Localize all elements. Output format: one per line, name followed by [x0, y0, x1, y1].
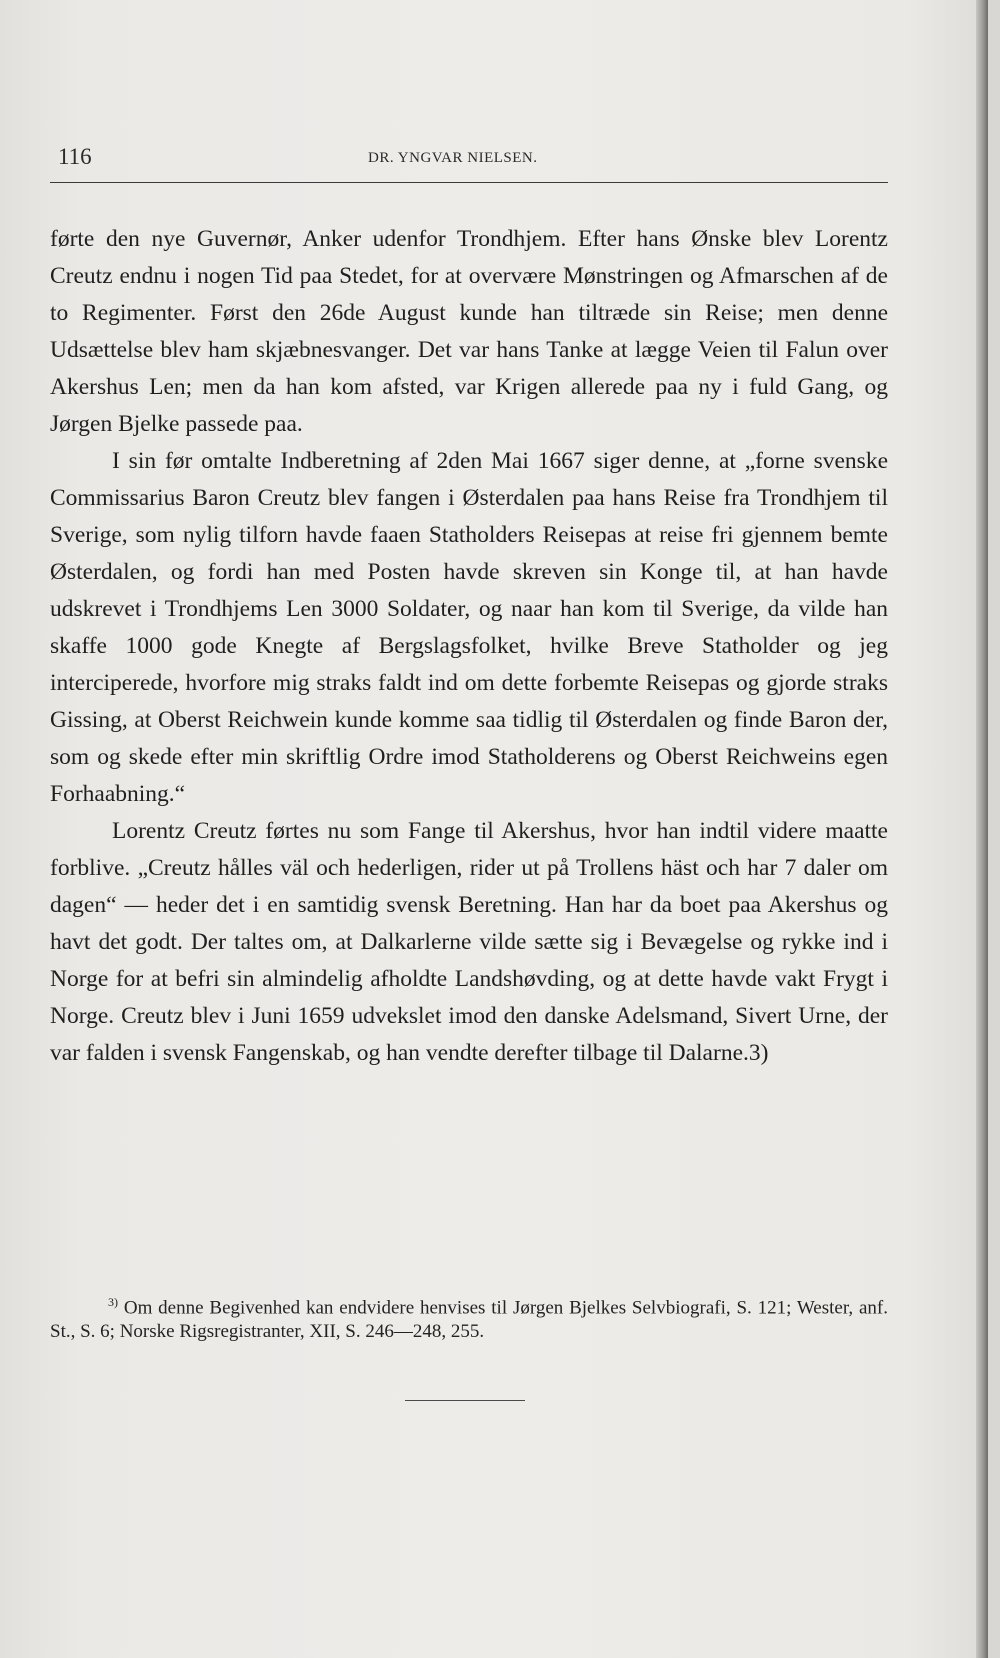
paragraph: førte den nye Guvernør, Anker udenfor Trondhjem. Efter hans Ønske blev Lorentz Creutz endnu i nogen Tid paa Stedet, for at overvære Mønstringen og Afmarschen af de to Regimenter. Først den 26de August kunde han tiltræde sin Reise; men denne Udsættelse blev ham skjæbnesvanger. Det var hans Tanke at lægge Veien til Falun over Akershus Len; men da han kom afsted, var Krigen allerede paa ny i fuld Gang, og Jørgen Bjelke passede paa.: [50, 226, 888, 437]
page-header: [50, 140, 888, 180]
end-rule: [405, 1400, 525, 1401]
footnote-text: Om denne Begivenhed kan endvidere henvises til Jørgen Bjelkes Selvbiografi, S. 121; Wester, anf. St., S. 6; Norske Rigsregistranter, XII, S. 246—248, 255.: [50, 1297, 888, 1343]
footnote-marker: 3): [108, 1295, 118, 1309]
page-edge: [976, 0, 988, 1658]
paragraph: I sin før omtalte Indberetning af 2den Mai 1667 siger denne, at „forne svenske Commissarius Baron Creutz blev fangen i Østerdalen paa hans Reise fra Trondhjem til Sverige, som nylig tilforn havde faaen Statholders Reisepas at reise fri gjennem bemte Østerdalen, og fordi han med Posten havde skreven sin Konge til, at han havde udskrevet i Trondhjems Len 3000 Soldater, og naar han kom til Sverige, da vilde han skaffe 1000 gode Knegte af Bergslagsfolket, hvilke Breve Statholder og jeg interciperede, hvorfore mig straks faldt ind om dette forbemte Reisepas og gjorde straks Gissing, at Oberst Reichwein kunde komme saa tidlig til Østerdalen og finde Baron der, som og skede efter min skriftlig Ordre imod Statholderens og Oberst Reichweins egen Forhaabning.“: [50, 448, 888, 807]
header-rule: [50, 182, 888, 183]
running-head: DR. YNGVAR NIELSEN.: [368, 150, 538, 166]
footnote: [50, 1290, 888, 1344]
paragraph: Lorentz Creutz førtes nu som Fange til Akershus, hvor han indtil videre maatte forblive. „Creutz hålles väl och hederligen, rider ut på Trollens häst och har 7 daler om dagen“ — heder det i en samtidig svensk Beretning. Han har da boet paa Akershus og havt det godt. Der taltes om, at Dalkarlerne vilde sætte sig i Bevægelse og rykke ind i Norge for at befri sin almindelig afholdte Landshøvding, og at dette havde vakt Frygt i Norge. Creutz blev i Juni 1659 udvekslet imod den danske Adelsmand, Sivert Urne, der var falden i svensk Fangenskab, og han vendte derefter tilbage til Dalarne.3): [50, 818, 888, 1066]
page-number: 116: [58, 144, 92, 169]
body-text: [50, 221, 888, 1072]
